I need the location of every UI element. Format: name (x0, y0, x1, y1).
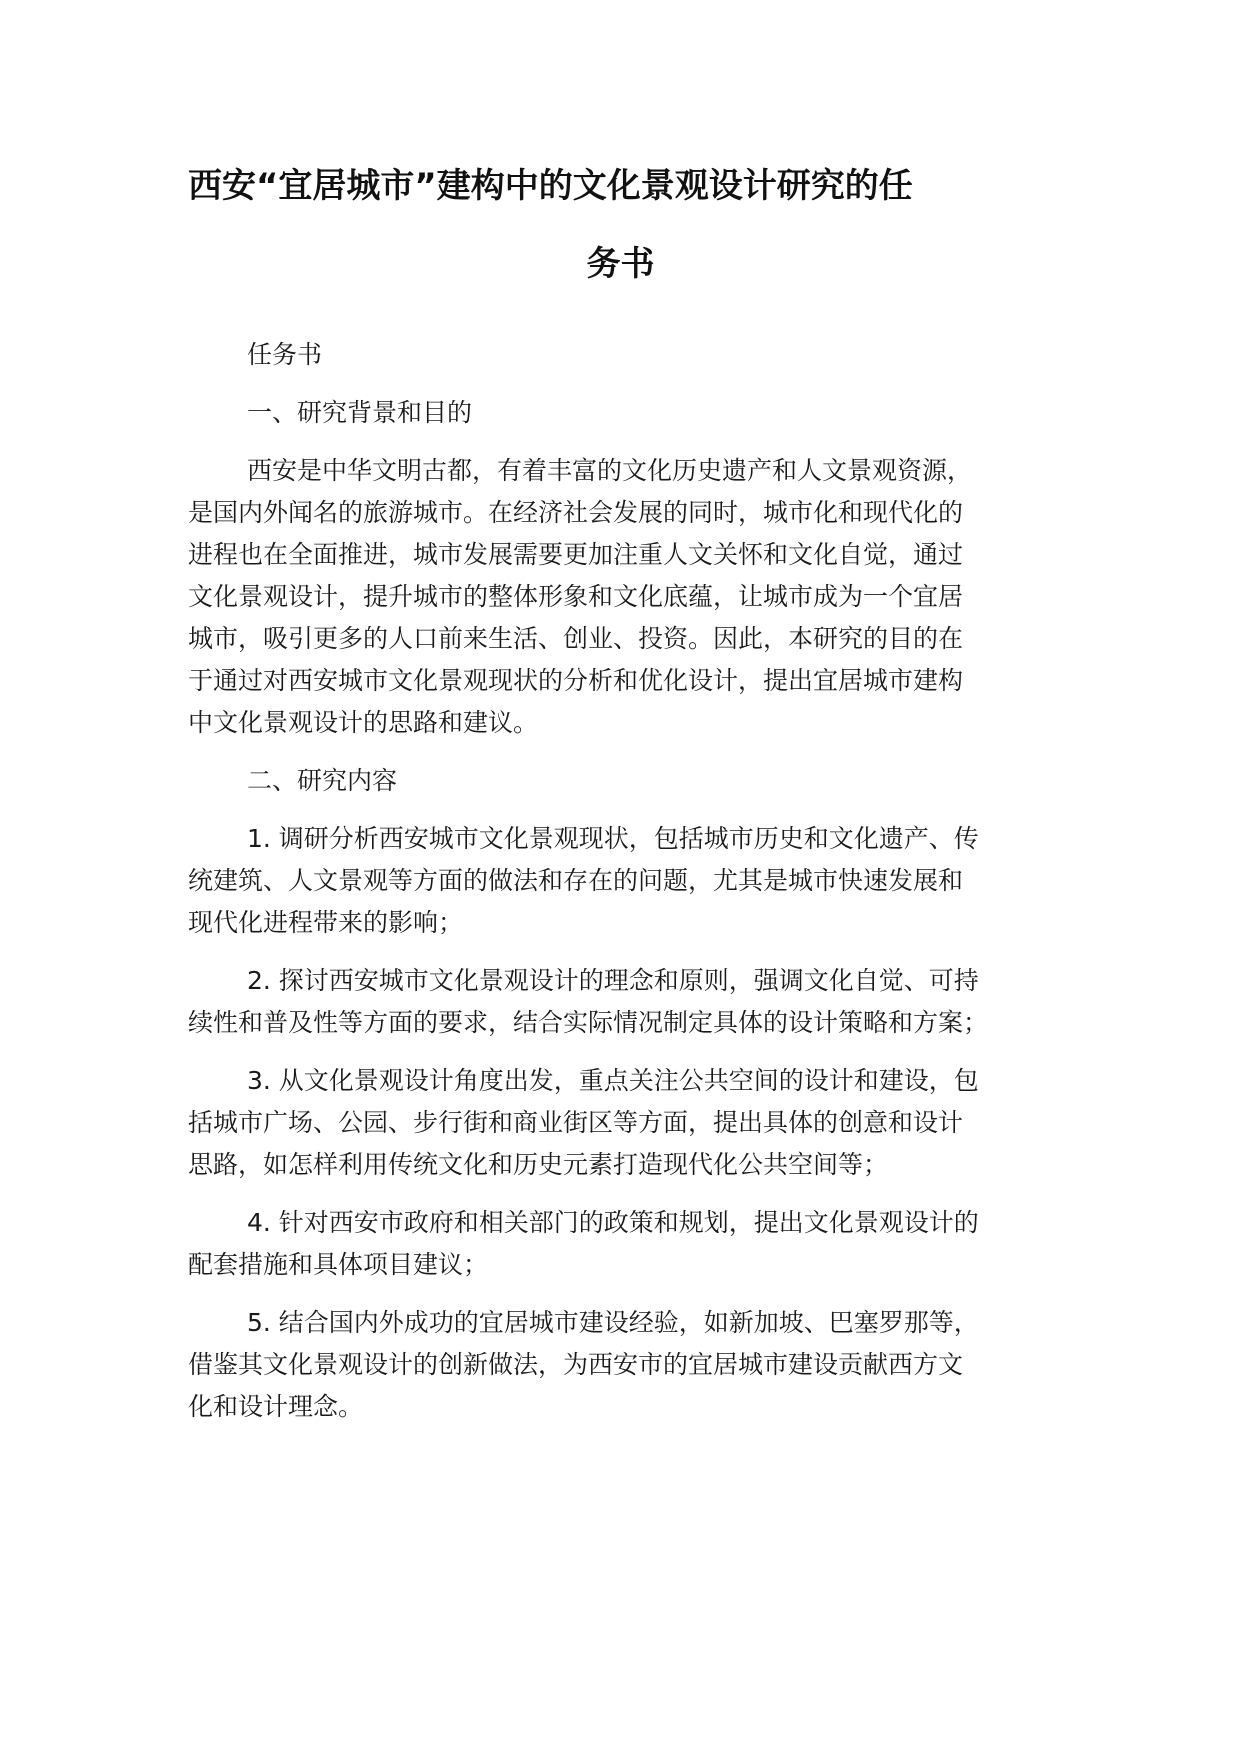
list-item-line: 借鉴其文化景观设计的创新做法，为西安市的宜居城市建设贡献西方文 (188, 1350, 964, 1379)
paragraph-line: 西安是中华文明古都，有着丰富的文化历史遗产和人文景观资源， (247, 456, 973, 485)
list-item-line: 括城市广场、公园、步行街和商业街区等方面，提出具体的创意和设计 (188, 1108, 964, 1137)
list-item-line: 3. 从文化景观设计角度出发，重点关注公共空间的设计和建设，包 (247, 1066, 979, 1095)
list-item-line: 配套措施和具体项目建议； (188, 1250, 489, 1279)
list-item-line: 续性和普及性等方面的要求，结合实际情况制定具体的设计策略和方案； (188, 1008, 989, 1037)
list-item-line: 统建筑、人文景观等方面的做法和存在的问题，尤其是城市快速发展和 (188, 866, 964, 895)
paragraph-line: 文化景观设计，提升城市的整体形象和文化底蕴，让城市成为一个宜居 (188, 582, 964, 611)
document-title-line-2: 务书 (586, 244, 655, 284)
paragraph-line: 于通过对西安城市文化景观现状的分析和优化设计，提出宜居城市建构 (188, 666, 964, 695)
paragraph-line: 城市，吸引更多的人口前来生活、创业、投资。因此，本研究的目的在 (188, 624, 964, 653)
paragraph-line: 是国内外闻名的旅游城市。在经济社会发展的同时，城市化和现代化的 (188, 498, 964, 527)
document-label: 任务书 (247, 340, 323, 369)
list-item-line: 化和设计理念。 (188, 1392, 364, 1421)
document-title-line-1: 西安“宜居城市”建构中的文化景观设计研究的任 (188, 166, 913, 206)
section-heading: 二、研究内容 (247, 766, 398, 795)
list-item-line: 1. 调研分析西安城市文化景观现状，包括城市历史和文化遗产、传 (247, 824, 979, 853)
list-item-line: 思路，如怎样利用传统文化和历史元素打造现代化公共空间等； (188, 1150, 889, 1179)
paragraph-line: 中文化景观设计的思路和建议。 (188, 708, 539, 737)
section-heading: 一、研究背景和目的 (247, 398, 473, 427)
list-item-line: 现代化进程带来的影响； (188, 908, 464, 937)
list-item-line: 5. 结合国内外成功的宜居城市建设经验，如新加坡、巴塞罗那等， (247, 1308, 979, 1337)
list-item-line: 4. 针对西安市政府和相关部门的政策和规划，提出文化景观设计的 (247, 1208, 979, 1237)
paragraph-line: 进程也在全面推进，城市发展需要更加注重人文关怀和文化自觉，通过 (188, 540, 964, 569)
list-item-line: 2. 探讨西安城市文化景观设计的理念和原则，强调文化自觉、可持 (247, 966, 979, 995)
